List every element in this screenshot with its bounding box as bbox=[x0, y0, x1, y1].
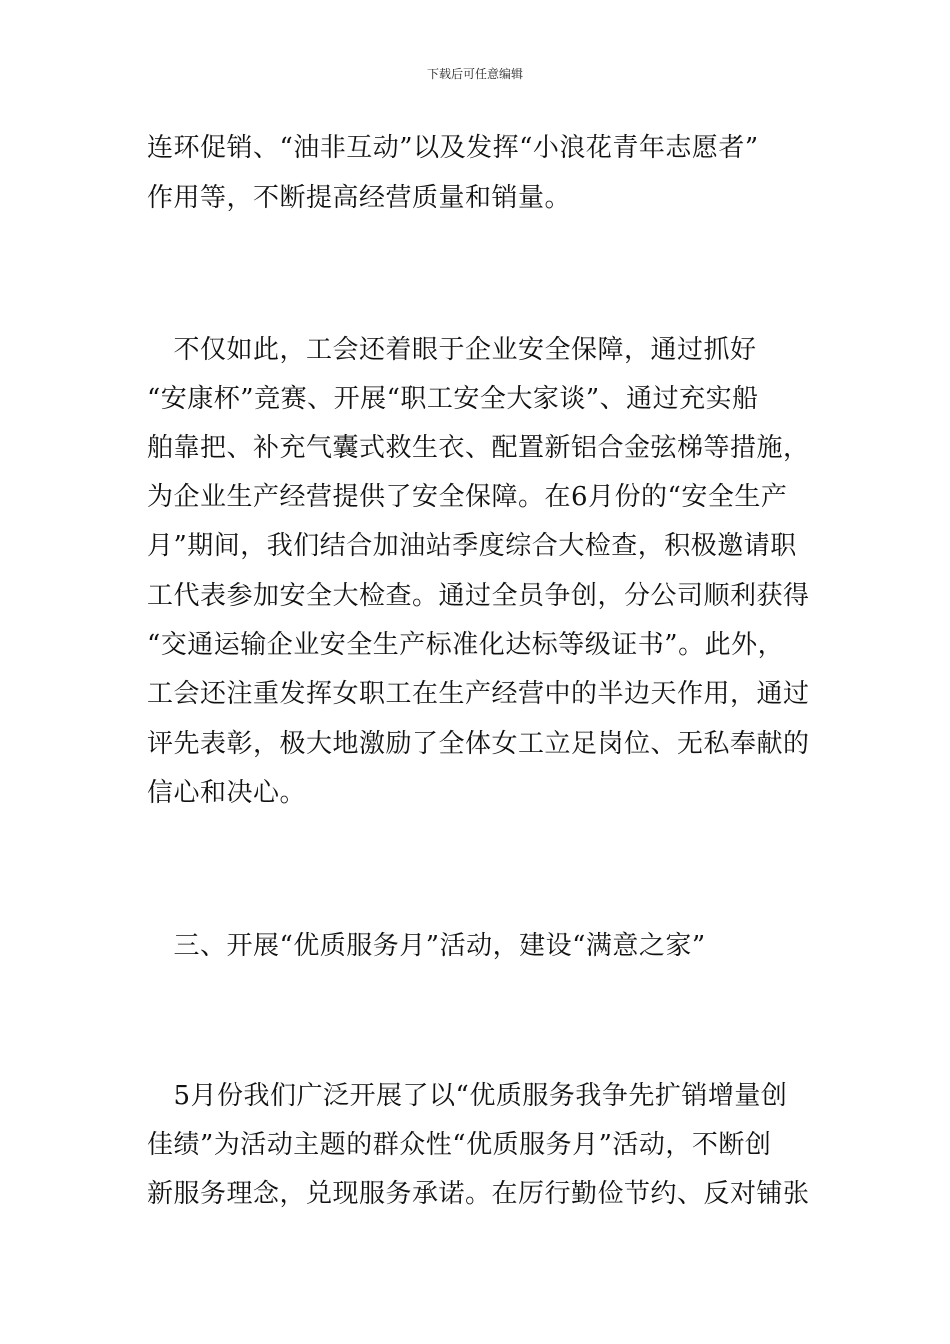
text-line: 佳绩”为活动主题的群众性“优质服务月”活动，不断创 bbox=[147, 1130, 772, 1160]
text-line: 信心和决心。 bbox=[147, 778, 307, 808]
text-line: “交通运输企业安全生产标准化达标等级证书”。此外， bbox=[147, 630, 785, 660]
text-line: 连环促销、“油非互动”以及发挥“小浪花青年志愿者” bbox=[147, 133, 759, 163]
text-line: 作用等，不断提高经营质量和销量。 bbox=[147, 183, 572, 213]
text-line: 不仅如此，工会还着眼于企业安全保障，通过抓好 bbox=[147, 335, 757, 365]
text-line: 5月份我们广泛开展了以“优质服务我争先扩销增量创 bbox=[147, 1081, 788, 1111]
text-line: 月”期间，我们结合加油站季度综合大检查，积极邀请职 bbox=[147, 531, 797, 561]
page-header: 下载后可任意编辑 bbox=[426, 67, 523, 81]
text-line: 工会还注重发挥女职工在生产经营中的半边天作用，通过 bbox=[147, 679, 810, 709]
text-line: “安康杯”竞赛、开展“职工安全大家谈”、通过充实船 bbox=[147, 384, 759, 414]
text-line: 新服务理念，兑现服务承诺。在厉行勤俭节约、反对铺张 bbox=[147, 1179, 810, 1209]
text-line: 工代表参加安全大检查。通过全员争创，分公司顺利获得 bbox=[147, 581, 810, 611]
text-line: 为企业生产经营提供了安全保障。在6月份的“安全生产 bbox=[147, 482, 788, 512]
text-line: 舶靠把、补充气囊式救生衣、配置新铝合金弦梯等措施， bbox=[147, 433, 810, 463]
text-line: 评先表彰，极大地激励了全体女工立足岗位、无私奉献的 bbox=[147, 729, 810, 759]
heading-line: 三、开展“优质服务月”活动，建设“满意之家” bbox=[147, 931, 706, 961]
